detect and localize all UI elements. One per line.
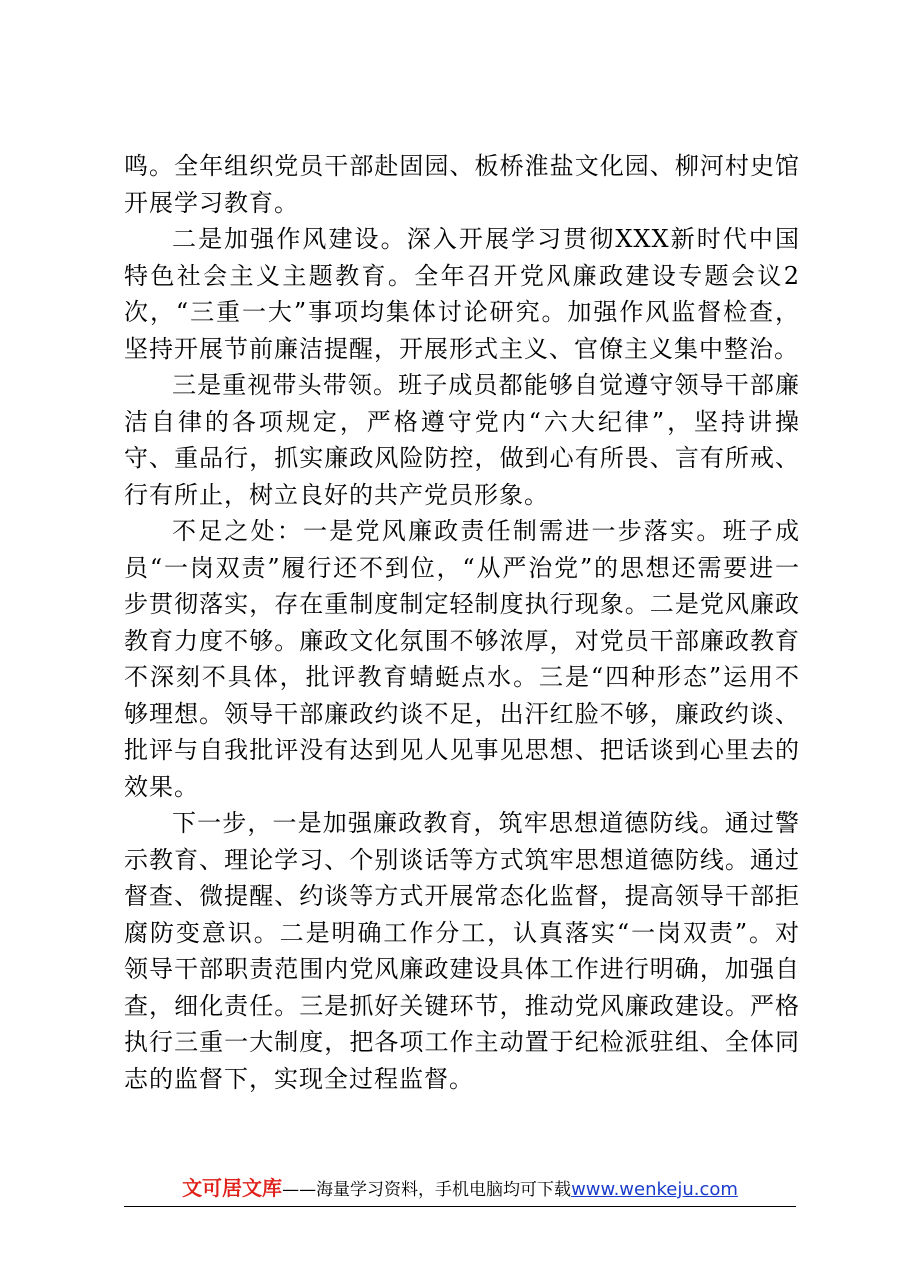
paragraph-next-steps: 下一步，一是加强廉政教育，筑牢思想道德防线。通过警示教育、理论学习、个别谈话等方式筑牢思想道德防线。通过督查、微提醒、约谈等方式开展常态化监督，提高领导干部拒腐防变意识。二是明确工作分工，认真落实“一岗双责”。对领导干部职责范围内党风廉政建设具体工作进行明确，加强自查，细化责任。三是抓好关键环节，推动党风廉政建设。严格执行三重一大制度，把各项工作主动置于纪检派驻组、全体同志的监督下，实现全过程监督。 bbox=[124, 809, 800, 1093]
paragraph-style-building: 二是加强作风建设。深入开展学习贯彻XXX新时代中国特色社会主义主题教育。全年召开党风廉政建设专题会议2次，“三重一大”事项均集体讨论研究。加强作风监督检查，坚持开展节前廉洁提醒，开展形式主义、官僚主义集中整治。 bbox=[124, 225, 800, 363]
paragraph-shortcomings: 不足之处：一是党风廉政责任制需进一步落实。班子成员“一岗双责”履行还不到位，“从严治党”的思想还需要进一步贯彻落实，存在重制度制定轻制度执行现象。二是党风廉政教育力度不够。廉政文化氛围不够浓厚，对党员干部廉政教育不深刻不具体，批评教育蜻蜓点水。三是“四种形态”运用不够理想。领导干部廉政约谈不足，出汗红脸不够，廉政约谈、批评与自我批评没有达到见人见事见思想、把话谈到心里去的效果。 bbox=[124, 517, 800, 801]
footer-divider bbox=[124, 1206, 796, 1207]
footer-url-link[interactable]: www.wenkeju.com bbox=[571, 1179, 738, 1200]
document-body bbox=[124, 148, 800, 1097]
page-footer bbox=[124, 1176, 796, 1202]
footer-tagline: ——海量学习资料，手机电脑均可下载 bbox=[282, 1180, 572, 1200]
paragraph-leadership: 三是重视带头带领。班子成员都能够自觉遵守领导干部廉洁自律的各项规定，严格遵守党内“六大纪律”，坚持讲操守、重品行，抓实廉政风险防控，做到心有所畏、言有所戒、行有所止，树立良好的共产党员形象。 bbox=[124, 371, 800, 509]
paragraph-continuation: 鸣。全年组织党员干部赴固园、板桥淮盐文化园、柳河村史馆开展学习教育。 bbox=[124, 152, 800, 217]
footer-brand: 文可居文库 bbox=[182, 1176, 283, 1200]
